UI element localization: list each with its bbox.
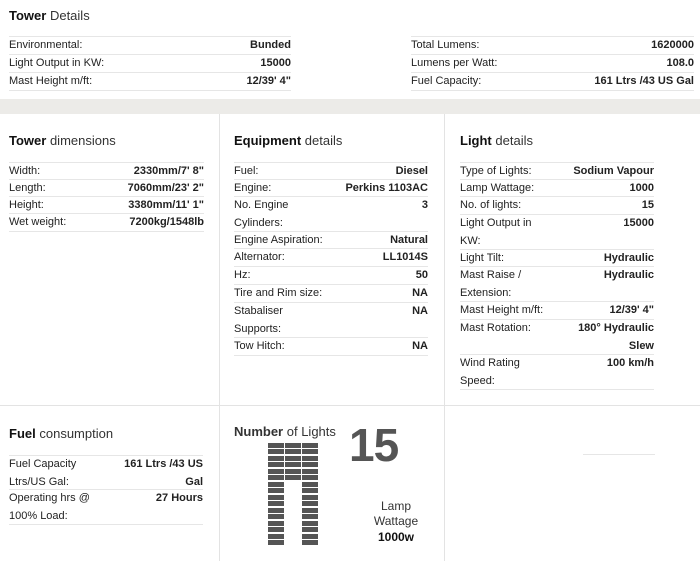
lamp-icon xyxy=(302,443,318,448)
fuel-capacity-row xyxy=(411,72,694,91)
wind-rating-row xyxy=(460,354,654,390)
row-value: Diesel xyxy=(395,165,428,177)
row-value: LL1014S xyxy=(382,251,428,263)
lamp-icon xyxy=(268,521,284,526)
row-value: 1000 xyxy=(629,182,654,194)
mast-rotation-row xyxy=(460,319,654,355)
lamp-icon xyxy=(302,475,318,480)
lamp-icon xyxy=(302,514,318,519)
row-label: Light Output in KW: xyxy=(460,217,532,247)
row-value: 7060mm/23' 2" xyxy=(127,182,204,194)
row-label: Width: xyxy=(9,165,41,177)
row-label: Tire and Rim size: xyxy=(234,287,323,299)
row-label: Hz: xyxy=(234,269,251,281)
length-row xyxy=(9,179,204,197)
lamp-icon xyxy=(285,456,301,461)
tower-dimensions-title: Tower dimensions xyxy=(9,133,116,148)
row-label: Tow Hitch: xyxy=(234,340,285,352)
lamp-icon xyxy=(285,443,301,448)
lamp-icon xyxy=(268,456,284,461)
row-value: 7200kg/1548lb xyxy=(129,216,204,228)
number-of-lights-row xyxy=(460,196,654,214)
lamp-icon xyxy=(302,449,318,454)
row-label: Fuel: xyxy=(234,165,259,177)
row-label: Height: xyxy=(9,199,44,211)
lamp-icon xyxy=(268,495,284,500)
lamp-icon xyxy=(268,527,284,532)
lamp-icon xyxy=(268,501,284,506)
section-divider-band xyxy=(0,99,700,114)
lamp-icon xyxy=(302,488,318,493)
row-label: Engine: xyxy=(234,182,272,194)
equipment-details-title: Equipment details xyxy=(234,133,343,148)
engine-aspiration-row xyxy=(234,231,428,249)
lamp-icon xyxy=(302,482,318,487)
row-value: Natural xyxy=(390,234,428,246)
lamp-icon xyxy=(302,540,318,545)
operating-hours-row xyxy=(9,489,203,525)
height-row xyxy=(9,196,204,214)
light-tilt-row xyxy=(460,249,654,267)
row-value: 12/39' 4" xyxy=(609,304,654,316)
row-value: 3380mm/11' 1" xyxy=(128,199,204,211)
lamp-icon xyxy=(302,501,318,506)
mast-height-light-row xyxy=(460,301,654,319)
engine-cylinders-row xyxy=(234,196,428,232)
row-label: Length: xyxy=(9,182,46,194)
tower-details-title: Tower Details xyxy=(9,8,90,23)
width-row xyxy=(9,162,204,180)
lamp-icon xyxy=(268,488,284,493)
row-label: Engine Aspiration: xyxy=(234,234,323,246)
lamp-icon xyxy=(268,469,284,474)
lamp-icon xyxy=(302,462,318,467)
row-value: NA xyxy=(412,287,428,299)
lamp-icon xyxy=(268,462,284,467)
lamp-icon xyxy=(302,521,318,526)
light-details-title: Light details xyxy=(460,133,533,148)
lamp-icon xyxy=(268,540,284,545)
row-value: 27 Hours xyxy=(155,492,203,504)
row-value: 161 Ltrs /43 US Gal xyxy=(594,75,694,87)
lamp-icon xyxy=(268,475,284,480)
row-label: Lumens per Watt: xyxy=(411,57,498,69)
row-label: Wind Rating Speed: xyxy=(460,357,520,387)
lamp-wattage-row xyxy=(460,179,654,197)
total-lumens-row xyxy=(411,36,694,54)
mast-raise-row xyxy=(460,266,654,302)
row-value: 50 xyxy=(415,269,428,281)
column-divider xyxy=(219,114,220,561)
row-label: Light Tilt: xyxy=(460,252,505,264)
lamp-icon xyxy=(268,443,284,448)
lamp-icon xyxy=(302,534,318,539)
lumens-per-watt-row xyxy=(411,54,694,72)
row-label: Mast Rotation: xyxy=(460,322,531,334)
mast-height-row xyxy=(9,72,291,91)
row-label: Stabaliser Supports: xyxy=(234,305,283,335)
lamp-icon xyxy=(302,469,318,474)
fuel-capacity-consumption-row xyxy=(9,455,203,490)
row-label: No. Engine Cylinders: xyxy=(234,199,289,229)
lamp-wattage-label: Lamp Wattage xyxy=(373,499,419,528)
row-label: Fuel Capacity: xyxy=(411,75,482,87)
lamp-icon xyxy=(268,482,284,487)
row-value: 2330mm/7' 8" xyxy=(133,165,204,177)
lamp-icon xyxy=(302,495,318,500)
light-output-row xyxy=(9,54,291,72)
tire-rim-row xyxy=(234,284,428,302)
row-label: Mast Raise / Extension: xyxy=(460,269,522,299)
row-value: Perkins 1103AC xyxy=(345,182,428,194)
row-label: Operating hrs @ 100% Load: xyxy=(9,492,90,522)
hz-row xyxy=(234,266,428,284)
row-label: Lamp Wattage: xyxy=(460,182,535,194)
row-value: 100 km/h xyxy=(606,357,654,369)
row-value: 108.0 xyxy=(666,57,694,69)
tow-hitch-row xyxy=(234,337,428,356)
row-label: Mast Height m/ft: xyxy=(460,304,544,316)
lamp-wattage-value: 1000w xyxy=(377,530,415,544)
lamp-icon xyxy=(268,508,284,513)
lamp-icon xyxy=(302,527,318,532)
row-value: 1620000 xyxy=(651,39,694,51)
row-label: Alternator: xyxy=(234,251,285,263)
lamp-icon xyxy=(268,534,284,539)
row-value: 180° Hydraulic Slew xyxy=(578,322,654,352)
column-divider xyxy=(444,114,445,561)
row-label: Wet weight: xyxy=(9,216,67,228)
row-value: 3 xyxy=(421,199,428,211)
row-label: Environmental: xyxy=(9,39,83,51)
row-value: Sodium Vapour xyxy=(573,165,654,177)
row-label: Mast Height m/ft: xyxy=(9,75,93,87)
row-value: Bunded xyxy=(250,39,291,51)
number-of-lights-count: 15 xyxy=(349,419,399,471)
empty-cell-line xyxy=(583,454,655,455)
wet-weight-row xyxy=(9,213,204,232)
row-value: 15 xyxy=(641,199,654,211)
environmental-row xyxy=(9,36,291,54)
lamp-grid-graphic xyxy=(268,443,320,549)
lamp-icon xyxy=(285,462,301,467)
lamp-icon xyxy=(285,449,301,454)
row-label: Type of Lights: xyxy=(460,165,532,177)
lamp-icon xyxy=(268,514,284,519)
type-of-lights-row xyxy=(460,162,654,180)
row-value: 12/39' 4" xyxy=(246,75,291,87)
lamp-icon xyxy=(302,508,318,513)
row-value: 161 Ltrs /43 US Gal xyxy=(124,458,203,488)
lamp-icon xyxy=(268,449,284,454)
row-value: NA xyxy=(412,305,428,317)
fuel-consumption-title: Fuel consumption xyxy=(9,426,114,441)
row-label: Total Lumens: xyxy=(411,39,480,51)
light-output-kw-row xyxy=(460,214,654,250)
fuel-row xyxy=(234,162,428,180)
alternator-row xyxy=(234,248,428,266)
row-value: Hydraulic xyxy=(603,269,654,281)
engine-row xyxy=(234,179,428,197)
row-divider xyxy=(0,405,700,406)
stabaliser-row xyxy=(234,302,428,338)
row-label: Fuel Capacity Ltrs/US Gal: xyxy=(9,458,77,488)
number-of-lights-title: Number of Lights xyxy=(234,424,336,439)
lamp-icon xyxy=(285,475,301,480)
row-label: Light Output in KW: xyxy=(9,57,105,69)
row-value: Hydraulic xyxy=(603,252,654,264)
row-value: 15000 xyxy=(260,57,291,69)
row-value: NA xyxy=(412,340,428,352)
lamp-icon xyxy=(302,456,318,461)
row-label: No. of lights: xyxy=(460,199,522,211)
lamp-icon xyxy=(285,469,301,474)
row-value: 15000 xyxy=(623,217,654,229)
